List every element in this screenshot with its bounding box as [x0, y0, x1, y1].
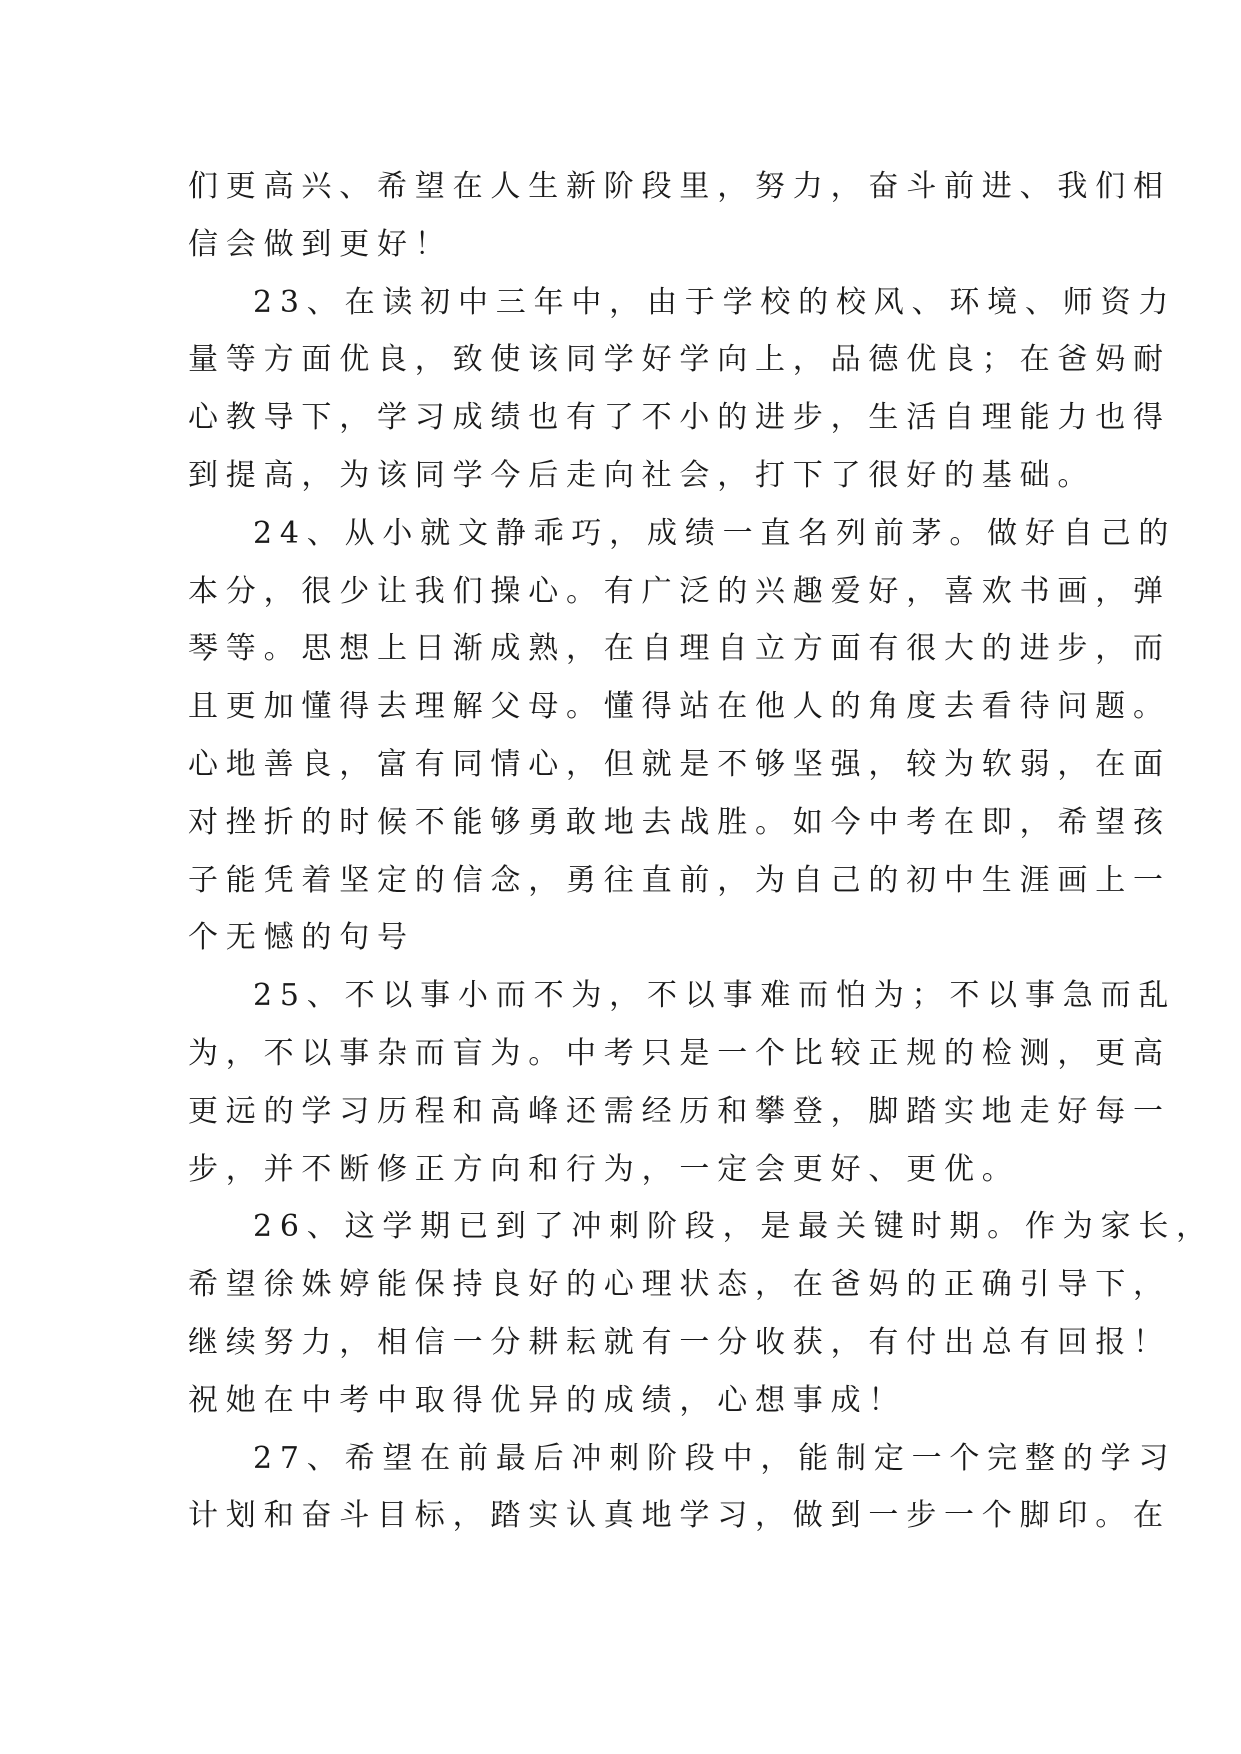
text-line: 信会做到更好！ — [188, 226, 453, 262]
text-line: 子能凭着坚定的信念，勇往直前，为自己的初中生涯画上一 — [188, 862, 1171, 898]
text-line: 本分，很少让我们操心。有广泛的兴趣爱好，喜欢书画，弹 — [188, 573, 1171, 609]
text-line: 心教导下，学习成绩也有了不小的进步，生活自理能力也得 — [188, 400, 1171, 436]
text-line: 希望徐姝婷能保持良好的心理状态，在爸妈的正确引导下， — [188, 1267, 1171, 1303]
text-line: 个无憾的句号 — [188, 920, 415, 956]
text-line: 计划和奋斗目标，踏实认真地学习，做到一步一个脚印。在 — [188, 1498, 1171, 1534]
paragraph-23-start: 23、在读初中三年中，由于学校的校风、环境、师资力 — [253, 284, 1177, 320]
text-line: 且更加懂得去理解父母。懂得站在他人的角度去看待问题。 — [188, 689, 1171, 725]
text-line: 祝她在中考中取得优异的成绩，心想事成！ — [188, 1382, 907, 1418]
document-body — [188, 158, 1214, 1545]
paragraph-26-start: 26、这学期已到了冲刺阶段，是最关键时期。作为家长， — [253, 1209, 1214, 1245]
text-line: 琴等。思想上日渐成熟，在自理自立方面有很大的进步，而 — [188, 631, 1171, 667]
paragraph-25-start: 25、不以事小而不为，不以事难而怕为；不以事急而乱 — [253, 978, 1177, 1014]
text-line: 们更高兴、希望在人生新阶段里，努力，奋斗前进、我们相 — [188, 169, 1171, 204]
text-line: 对挫折的时候不能够勇敢地去战胜。如今中考在即，希望孩 — [188, 804, 1171, 840]
text-line: 到提高，为该同学今后走向社会，打下了很好的基础。 — [188, 457, 1096, 493]
paragraph-27-start: 27、希望在前最后冲刺阶段中，能制定一个完整的学习 — [253, 1440, 1177, 1476]
text-line: 量等方面优良，致使该同学好学向上，品德优良；在爸妈耐 — [188, 342, 1171, 378]
text-line: 心地善良，富有同情心，但就是不够坚强，较为软弱，在面 — [188, 746, 1171, 782]
paragraph-24-start: 24、从小就文静乖巧，成绩一直名列前茅。做好自己的 — [253, 515, 1177, 551]
text-line: 步，并不断修正方向和行为，一定会更好、更优。 — [188, 1151, 1020, 1187]
text-line: 更远的学习历程和高峰还需经历和攀登，脚踏实地走好每一 — [188, 1093, 1171, 1129]
text-line: 继续努力，相信一分耕耘就有一分收获，有付出总有回报！ — [188, 1324, 1171, 1360]
text-line: 为，不以事杂而盲为。中考只是一个比较正规的检测，更高 — [188, 1035, 1171, 1071]
